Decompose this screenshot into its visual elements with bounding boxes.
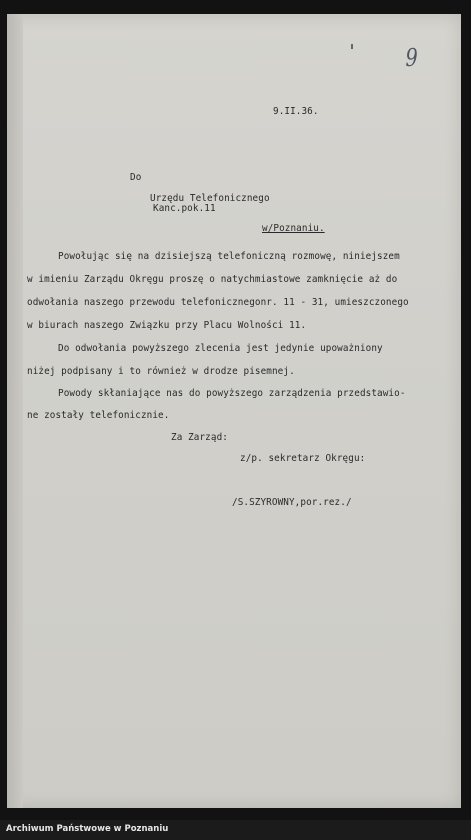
paragraph-1-line-4: w biurach naszego Związku przy Placu Wolności 11. <box>27 320 307 331</box>
page-binding-edge <box>7 14 23 808</box>
paragraph-1-line-1: Powołując się na dzisiejszą telefoniczną rozmowę, niniejszem <box>58 251 400 262</box>
archive-name: Archiwum Państwowe w Poznaniu <box>6 824 169 834</box>
recipient-line-2: Kanc.pok.11 <box>153 203 216 214</box>
document-date: 9.II.36. <box>273 106 319 117</box>
paragraph-1-line-2: w imieniu Zarządu Okręgu proszę o natychmiastowe zamknięcie aż do <box>27 274 398 285</box>
paper-speck <box>351 44 353 49</box>
paragraph-2-line-1: Do odwołania powyższego zlecenia jest jedynie upoważniony <box>58 343 383 354</box>
recipient-line-3: w/Poznaniu. <box>262 223 325 234</box>
archive-footer <box>0 820 471 840</box>
signature-line: /S.SZYROWNY,por.rez./ <box>232 497 352 508</box>
paragraph-1-line-3: odwołania naszego przewodu telefonicznegonr. 11 - 31, umieszczonego <box>27 297 409 308</box>
signatory-title: z/p. sekretarz Okręgu: <box>240 453 366 464</box>
closing: Za Zarząd: <box>171 432 228 443</box>
handwritten-page-number: 9 <box>405 44 418 72</box>
paragraph-2-line-2: niżej podpisany i to również w drodze pisemnej. <box>27 366 295 377</box>
paragraph-3-line-1: Powody skłaniające nas do powyższego zarządzenia przedstawio- <box>58 388 406 399</box>
recipient-line-1: Urzędu Telefonicznego <box>150 193 270 204</box>
paragraph-3-line-2: ne zostały telefonicznie. <box>27 410 170 421</box>
salutation: Do <box>130 172 142 183</box>
